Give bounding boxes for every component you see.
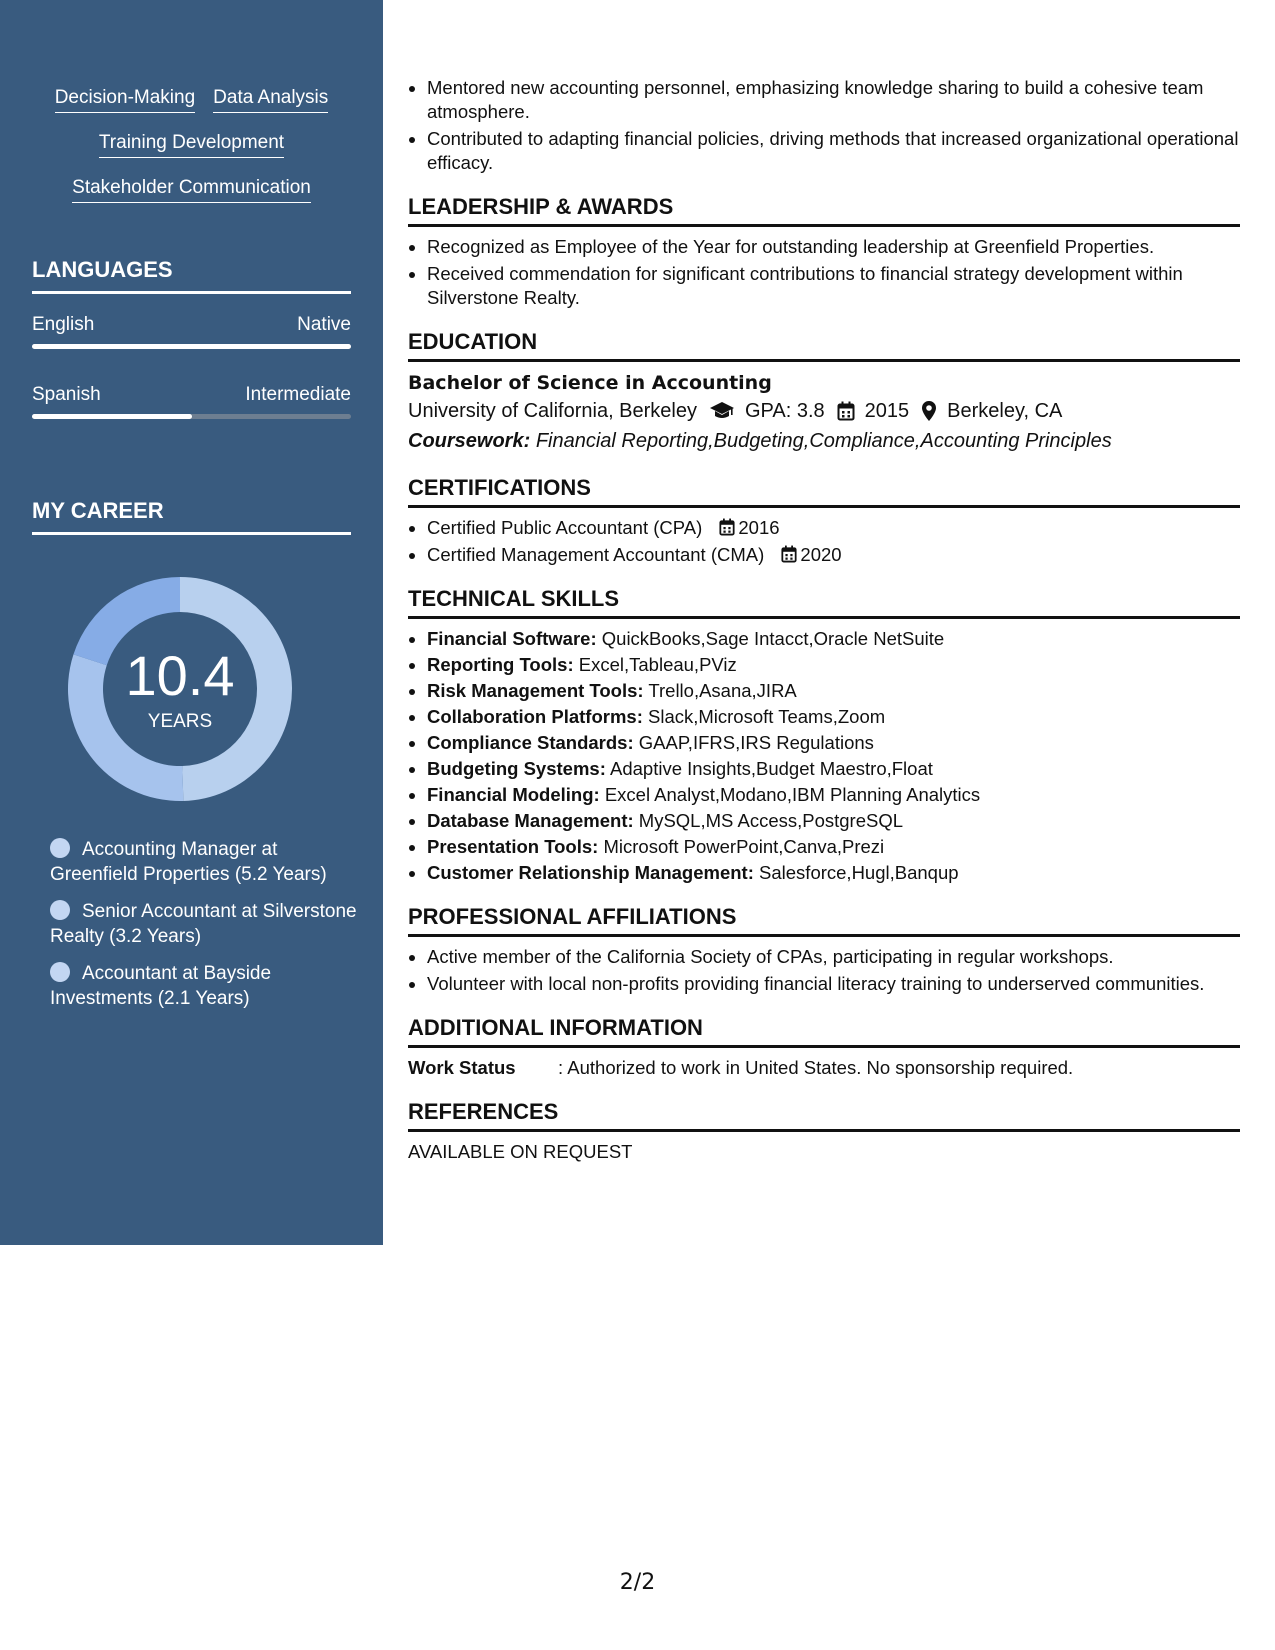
skill-label: Financial Modeling: (427, 784, 600, 805)
skill-value: QuickBooks,Sage Intacct,Oracle NetSuite (601, 628, 945, 649)
language-bar-fill (32, 344, 351, 349)
skill-tag: Stakeholder Communication (72, 176, 311, 203)
technical-skill-item (427, 835, 1240, 859)
skill-value: Trello,Asana,JIRA (648, 680, 797, 701)
certification-name: Certified Public Accountant (CPA) (427, 517, 703, 538)
skill-value: Slack,Microsoft Teams,Zoom (648, 706, 886, 727)
certifications-list (408, 516, 1240, 567)
technical-skill-item (427, 783, 1240, 807)
certification-year (781, 544, 841, 565)
education-details (408, 396, 1240, 426)
skill-value: Salesforce,Hugl,Banqup (759, 862, 959, 883)
technical-skill-item (427, 653, 1240, 677)
skill-value: Excel Analyst,Modano,IBM Planning Analytics (604, 784, 981, 805)
technical-skill-item (427, 679, 1240, 703)
skill-tag: Decision-Making (55, 86, 195, 113)
career-item (50, 961, 360, 1011)
language-row (32, 313, 351, 337)
affiliations-list (408, 945, 1240, 996)
education-location: Berkeley, CA (947, 400, 1063, 422)
leadership-heading: LEADERSHIP & AWARDS (408, 193, 1240, 227)
calendar-icon (837, 401, 855, 421)
career-item-label: Accountant at Bayside Investments (2.1 Years) (50, 963, 272, 1009)
career-item (50, 899, 360, 949)
certification-name: Certified Management Accountant (CMA) (427, 544, 765, 565)
skill-label: Budgeting Systems: (427, 758, 606, 779)
career-heading: MY CAREER (32, 497, 351, 535)
technical-skill-item (427, 705, 1240, 729)
bullet-dot-icon (50, 838, 70, 858)
language-bar (32, 344, 351, 349)
skill-label: Collaboration Platforms: (427, 706, 643, 727)
education-degree: Bachelor of Science in Accounting (408, 372, 772, 394)
leadership-item: • Received commendation for significant contributions to financial strategy development within Silverstone Realty. (427, 262, 1240, 310)
certification-item (427, 543, 1240, 567)
skill-value: Adaptive Insights,Budget Maestro,Float (609, 758, 933, 779)
skill-label: Reporting Tools: (427, 654, 574, 675)
certification-year-text: 2020 (800, 544, 842, 565)
skill-tag: Data Analysis (213, 86, 328, 113)
bullet-dot-icon (50, 900, 70, 920)
graduation-cap-icon (709, 401, 735, 421)
sidebar (0, 0, 383, 1245)
language-name: Spanish (32, 384, 101, 405)
skill-label: Presentation Tools: (427, 836, 599, 857)
education-coursework (408, 426, 1240, 456)
career-donut (65, 574, 295, 804)
skill-label: Customer Relationship Management: (427, 862, 754, 883)
experience-bullet: • Mentored new accounting personnel, emphasizing knowledge sharing to build a cohesive team atmosphere. (427, 76, 1240, 124)
skill-value: Excel,Tableau,PViz (578, 654, 737, 675)
main-content (408, 76, 1240, 1164)
technical-skill-item (427, 861, 1240, 885)
location-pin-icon (921, 400, 937, 422)
affiliation-item: • Active member of the California Society of CPAs, participating in regular workshops. (427, 945, 1240, 969)
experience-bullet: • Contributed to adapting financial policies, driving methods that increased organizational operational efficacy. (427, 127, 1240, 175)
skill-tag: Training Development (99, 131, 284, 158)
additional-info-heading: ADDITIONAL INFORMATION (408, 1014, 1240, 1048)
calendar-icon (781, 545, 797, 563)
leadership-item: • Recognized as Employee of the Year for outstanding leadership at Greenfield Properties. (427, 235, 1240, 259)
language-name: English (32, 314, 95, 335)
education-school: University of California, Berkeley (408, 400, 697, 422)
career-item-label: Senior Accountant at Silverstone Realty (3.2 Years) (50, 901, 357, 947)
skill-label: Compliance Standards: (427, 732, 634, 753)
skill-tags (0, 86, 383, 221)
experience-bullets (408, 76, 1240, 175)
references-heading: REFERENCES (408, 1098, 1240, 1132)
coursework-value: Financial Reporting,Budgeting,Compliance,Accounting Principles (535, 430, 1112, 452)
languages-heading: LANGUAGES (32, 256, 351, 294)
skill-value: MySQL,MS Access,PostgreSQL (638, 810, 904, 831)
language-bar (32, 414, 351, 419)
certification-year-text: 2016 (738, 517, 780, 538)
career-item-label: Accounting Manager at Greenfield Properties (5.2 Years) (50, 839, 327, 885)
education-heading: EDUCATION (408, 328, 1240, 362)
bullet-dot-icon (50, 962, 70, 982)
education-year: 2015 (864, 400, 910, 422)
skill-label: Financial Software: (427, 628, 597, 649)
career-unit: YEARS (147, 711, 213, 732)
career-total: 10.4 (125, 644, 235, 707)
technical-skills-heading: TECHNICAL SKILLS (408, 585, 1240, 619)
skill-label: Risk Management Tools: (427, 680, 644, 701)
calendar-icon (719, 518, 735, 536)
page-number: 2/2 (619, 1570, 656, 1595)
technical-skills-list (408, 627, 1240, 885)
affiliation-item: • Volunteer with local non-profits providing financial literacy training to underserved communities. (427, 972, 1240, 996)
technical-skill-item (427, 731, 1240, 755)
technical-skill-item (427, 809, 1240, 833)
certification-year (719, 517, 779, 538)
skill-value: Microsoft PowerPoint,Canva,Prezi (603, 836, 885, 857)
certification-item (427, 516, 1240, 540)
leadership-list (408, 235, 1240, 310)
coursework-label: Coursework: (408, 430, 531, 452)
career-item (50, 837, 360, 887)
technical-skill-item (427, 757, 1240, 781)
career-list (50, 837, 360, 1023)
skill-label: Database Management: (427, 810, 634, 831)
work-status-row (408, 1056, 1240, 1080)
affiliations-heading: PROFESSIONAL AFFILIATIONS (408, 903, 1240, 937)
language-level: Intermediate (245, 384, 351, 405)
education-gpa: GPA: 3.8 (745, 400, 825, 422)
skill-value: GAAP,IFRS,IRS Regulations (638, 732, 874, 753)
language-row (32, 383, 351, 407)
language-bar-fill (32, 414, 192, 419)
work-status-value: : Authorized to work in United States. No sponsorship required. (558, 1057, 1074, 1078)
certifications-heading: CERTIFICATIONS (408, 474, 1240, 508)
language-level: Native (297, 314, 351, 335)
work-status-label: Work Status (408, 1057, 516, 1078)
references-text: AVAILABLE ON REQUEST (408, 1141, 633, 1162)
technical-skill-item (427, 627, 1240, 651)
